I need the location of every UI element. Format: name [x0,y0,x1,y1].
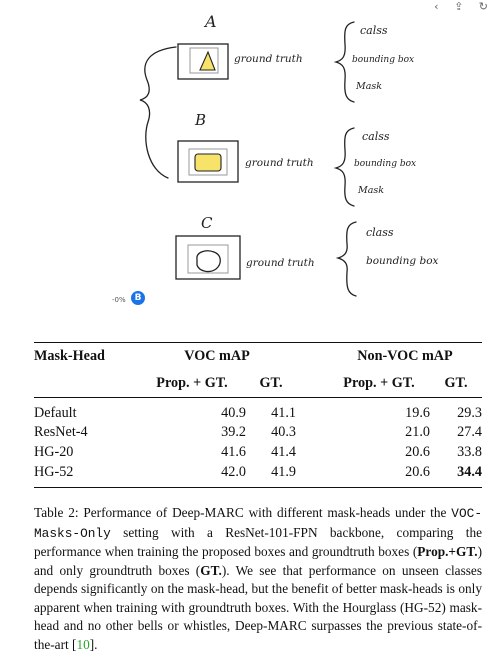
results-table [34,342,482,488]
cell-voc-prop: 39.2 [221,423,246,440]
label-b: B [195,111,207,129]
setting-code: VOC-Masks-Only [34,506,482,541]
cell-nonvoc-prop: 20.6 [405,443,430,460]
gt-a: ground truth [234,53,303,65]
gt-b: ground truth [245,157,314,169]
row-name: HG-20 [34,443,74,460]
cell-voc-prop: 41.6 [221,443,246,460]
b-item-1: calss [362,130,390,143]
yellow-rect [195,154,221,171]
header-voc-map: VOC mAP [184,347,250,364]
row-name: Default [34,404,77,421]
cell-voc-gt: 40.3 [271,423,296,440]
c-item-1: class [366,226,394,239]
accessibility-button[interactable]: B [131,291,145,305]
row-name: HG-52 [34,463,74,480]
yellow-triangle [200,52,215,70]
c-item-2: bounding box [366,255,439,267]
blob-shape [197,251,220,272]
header-mask-head: Mask-Head [34,347,105,364]
handwritten-sketch [0,0,500,330]
header-voc-gt: GT. [246,369,296,398]
cell-voc-gt: 41.9 [271,463,296,480]
left-brace [140,47,176,178]
cell-nonvoc-gt-best: 34.4 [457,463,482,480]
cell-nonvoc-gt: 33.8 [457,443,482,460]
cell-nonvoc-prop: 21.0 [405,423,430,440]
citation-link[interactable]: 10 [76,636,90,652]
share-icon[interactable]: ⇪ [454,0,470,13]
cell-nonvoc-prop: 19.6 [405,404,430,421]
row-name: ResNet-4 [34,423,88,440]
cell-nonvoc-gt: 27.4 [457,423,482,440]
table-row [34,442,482,462]
zoom-level: -0% [112,296,126,304]
table-caption: Table 2: Performance of Deep-MARC with different mask-heads under the VOC-Masks-Only setting with a ResNet-101-FPN backbone, comparing the performance when training the proposed boxes and groundtruth boxes (Prop.+GT.) and only groundtruth boxes (GT.). We see that performance on unseen classes depends significantly on the mask-head, but the benefit of better mask-heads is only apparent when training with groundtruth boxes. With the Hourglass (HG-52) mask-head and no other bells or whistles, Deep-MARC surpasses the previous state-of-the-art [10]. [34,505,482,652]
cell-voc-gt: 41.1 [271,404,296,421]
header-nonvoc-prop: Prop. + GT. [328,369,430,398]
label-a: A [205,12,217,31]
table-row [34,398,482,423]
cell-voc-gt: 41.4 [271,443,296,460]
b-item-2: bounding box [354,159,417,169]
cell-voc-prop: 40.9 [221,404,246,421]
label-c: C [201,214,213,232]
table-row [34,462,482,488]
table-row [34,422,482,442]
a-item-3: Mask [356,81,383,92]
header-nonvoc-gt: GT. [430,369,482,398]
brace-c [338,222,356,296]
gt-c: ground truth [246,257,315,269]
paper-excerpt [34,342,482,667]
cell-nonvoc-gt: 29.3 [457,404,482,421]
header-nonvoc-map: Non-VOC mAP [357,347,453,364]
refresh-icon[interactable]: ↻ [478,0,494,13]
back-icon[interactable]: ‹ [434,0,445,13]
cell-nonvoc-prop: 20.6 [405,463,430,480]
cell-voc-prop: 42.0 [221,463,246,480]
header-voc-prop: Prop. + GT. [138,369,246,398]
b-item-3: Mask [358,185,385,196]
a-item-2: bounding box [352,55,415,65]
brace-b [336,128,354,206]
a-item-1: calss [360,24,388,37]
